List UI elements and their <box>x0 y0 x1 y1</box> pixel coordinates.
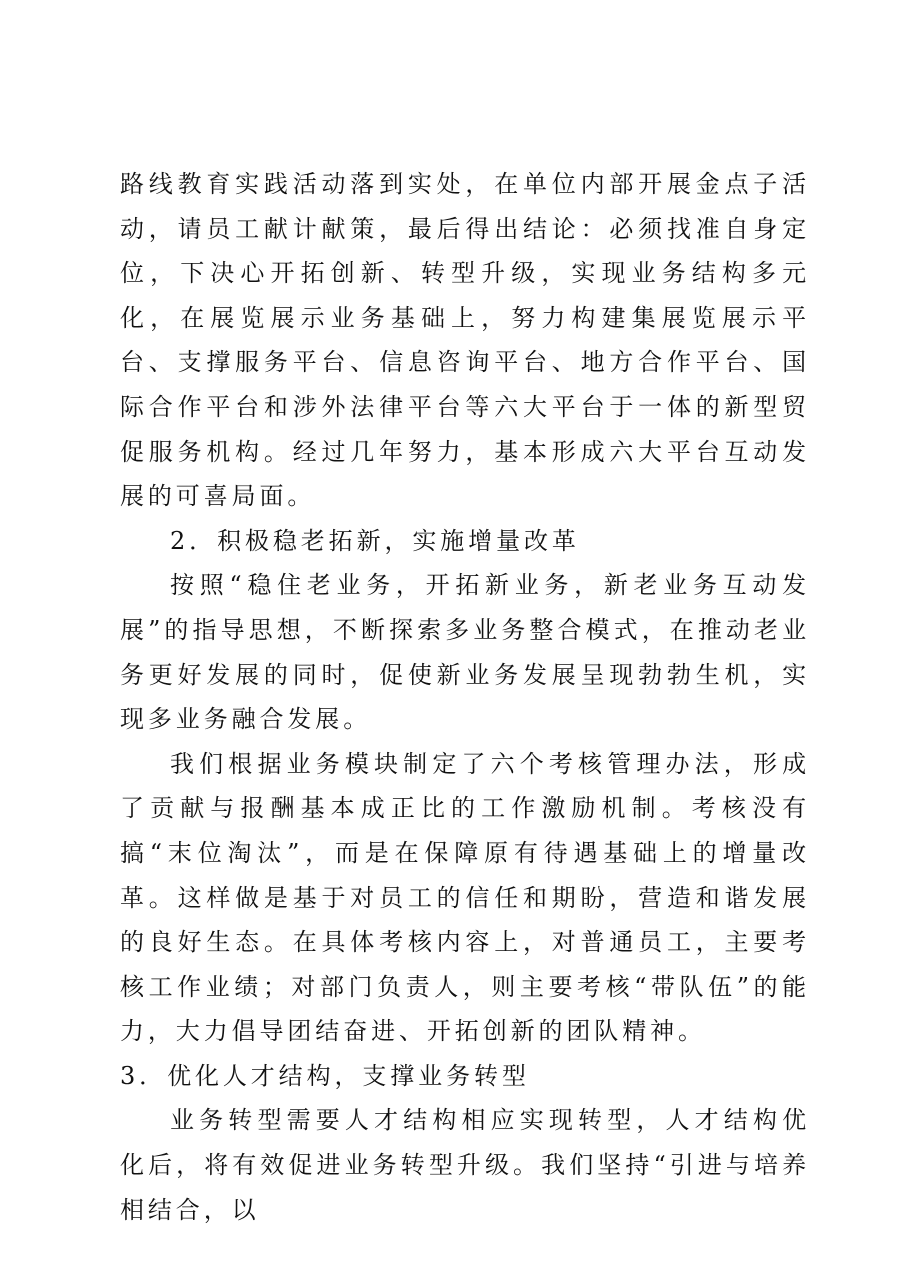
paragraph: 业务转型需要人才结构相应实现转型，人才结构优化后，将有效促进业务转型升级。我们坚持“引进与培养相结合，以 <box>120 1106 810 1224</box>
document-body <box>120 162 810 1232</box>
section-heading-2: 2．积极稳老拓新，实施增量改革 <box>170 526 580 555</box>
paragraph-continuation: 路线教育实践活动落到实处，在单位内部开展金点子活动，请员工献计献策，最后得出结论：必须找准自身定位，下决心开拓创新、转型升级，实现业务结构多元化，在展览展示业务基础上，努力构建集展览展示平台、支撑服务平台、信息咨询平台、地方合作平台、国际合作平台和涉外法律平台等六大平台于一体的新型贸促服务机构。经过几年努力，基本形成六大平台互动发展的可喜局面。 <box>120 170 810 511</box>
paragraph: 我们根据业务模块制定了六个考核管理办法，形成了贡献与报酬基本成正比的工作激励机制。考核没有搞“末位淘汰”，而是在保障原有待遇基础上的增量改革。这样做是基于对员工的信任和期盼，营造和谐发展的良好生态。在具体考核内容上，对普通员工，主要考核工作业绩；对部门负责人，则主要考核“带队伍”的能力，大力倡导团结奋进、开拓创新的团队精神。 <box>120 749 810 1046</box>
section-heading-3: 3．优化人才结构，支撑业务转型 <box>120 1061 530 1090</box>
paragraph: 按照“稳住老业务，开拓新业务，新老业务互动发展”的指导思想，不断探索多业务整合模式，在推动老业务更好发展的同时，促使新业务发展呈现勃勃生机，实现多业务融合发展。 <box>120 571 810 734</box>
